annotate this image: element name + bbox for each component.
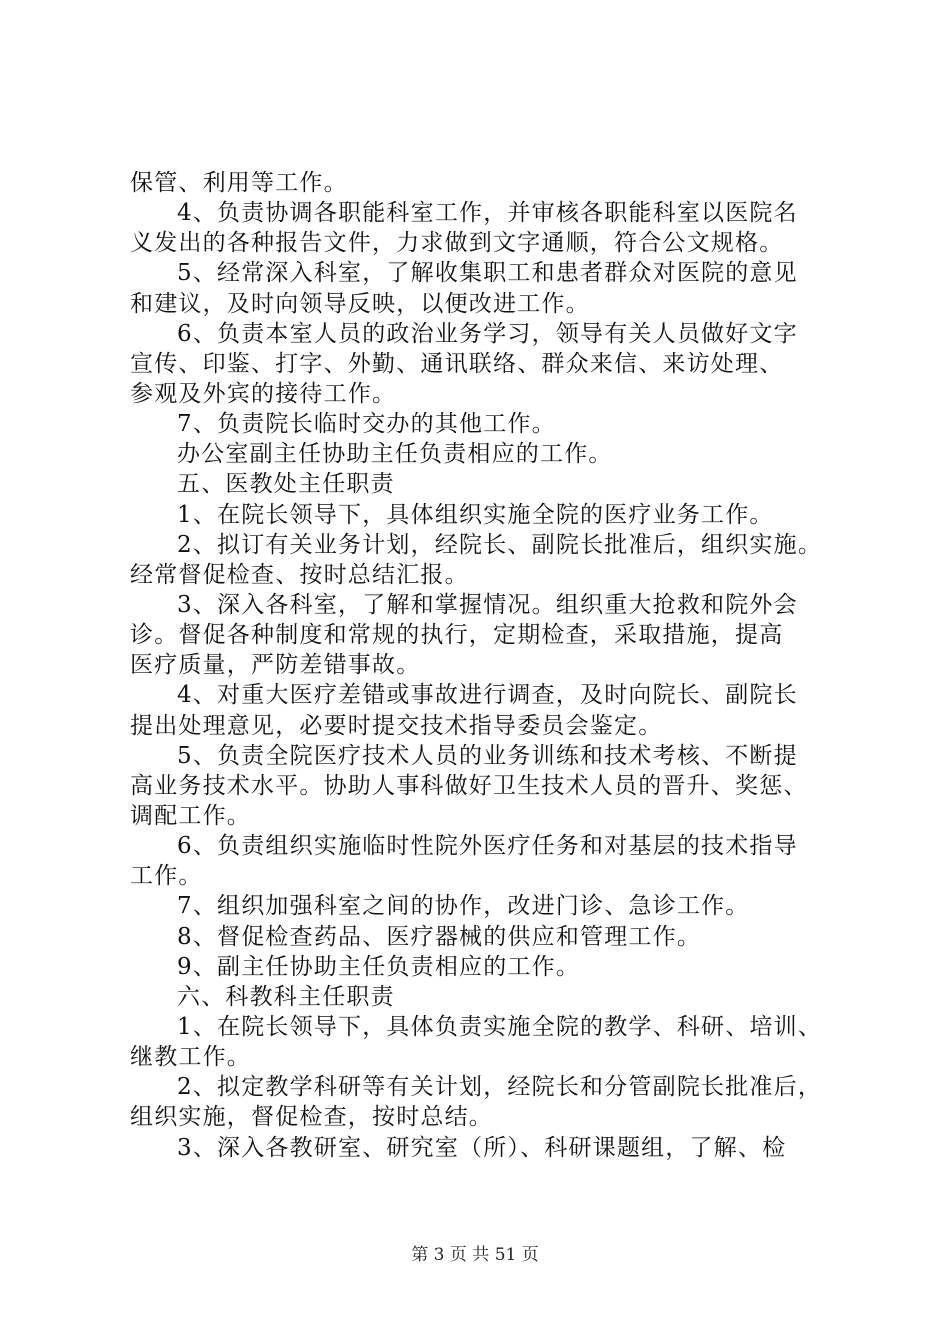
document-body [130, 168, 850, 1163]
text-line: 继教工作。 [130, 1044, 251, 1071]
text-line: 2、拟订有关业务计划，经院长、副院长批准后，组织实施。 [177, 531, 823, 558]
text-line: 9、副主任协助主任负责相应的工作。 [177, 953, 581, 980]
text-line: 7、组织加强科室之间的协作，改进门诊、急诊工作。 [177, 893, 750, 920]
text-line: 六、科教科主任职责 [177, 983, 395, 1010]
text-line: 办公室副主任协助主任负责相应的工作。 [177, 441, 613, 468]
text-line: 1、在院长领导下，具体组织实施全院的医疗业务工作。 [177, 501, 774, 528]
text-line: 7、负责院长临时交办的其他工作。 [177, 411, 556, 438]
page-footer: 第 3 页 共 51 页 [411, 1245, 539, 1265]
text-line: 5、负责全院医疗技术人员的业务训练和技术考核、不断提 [177, 742, 798, 769]
text-line: 五、医教处主任职责 [177, 471, 395, 498]
text-line: 参观及外宾的接待工作。 [130, 380, 397, 407]
text-line: 义发出的各种报告文件，力求做到文字通顺，符合公文规格。 [130, 230, 784, 257]
text-line: 4、负责协调各职能科室工作，并审核各职能科室以医院名 [177, 200, 798, 227]
text-line: 宣传、印鉴、打字、外勤、通讯联络、群众来信、来访处理、 [130, 350, 784, 377]
text-line: 高业务技术水平。协助人事科做好卫生技术人员的晋升、奖惩、 [130, 772, 808, 799]
text-line: 组织实施，督促检查，按时总结。 [130, 1104, 493, 1131]
text-line: 调配工作。 [130, 802, 251, 829]
text-line: 和建议，及时向领导反映，以便改进工作。 [130, 290, 590, 317]
text-line: 2、拟定教学科研等有关计划，经院长和分管副院长批准后， [177, 1074, 823, 1101]
text-line: 经常督促检查、按时总结汇报。 [130, 561, 469, 588]
text-line: 诊。督促各种制度和常规的执行，定期检查，采取措施，提高 [130, 622, 784, 649]
text-line: 3、深入各教研室、研究室（所）、科研课题组，了解、检 [177, 1134, 787, 1161]
text-line: 8、督促检查药品、医疗器械的供应和管理工作。 [177, 923, 702, 950]
text-line: 1、在院长领导下，具体负责实施全院的教学、科研、培训、 [177, 1013, 823, 1040]
text-line: 5、经常深入科室，了解收集职工和患者群众对医院的意见 [177, 260, 798, 287]
text-line: 4、对重大医疗差错或事故进行调查，及时向院长、副院长 [177, 682, 798, 709]
text-line: 提出处理意见，必要时提交技术指导委员会鉴定。 [130, 712, 663, 739]
text-line: 6、负责组织实施临时性院外医疗任务和对基层的技术指导 [177, 833, 798, 860]
text-line: 6、负责本室人员的政治业务学习，领导有关人员做好文字 [177, 320, 798, 347]
text-line: 工作。 [130, 863, 203, 890]
text-line: 医疗质量，严防差错事故。 [130, 652, 421, 679]
text-line: 保管、利用等工作。 [130, 170, 348, 196]
text-line: 3、深入各科室，了解和掌握情况。组织重大抢救和院外会 [177, 591, 798, 618]
